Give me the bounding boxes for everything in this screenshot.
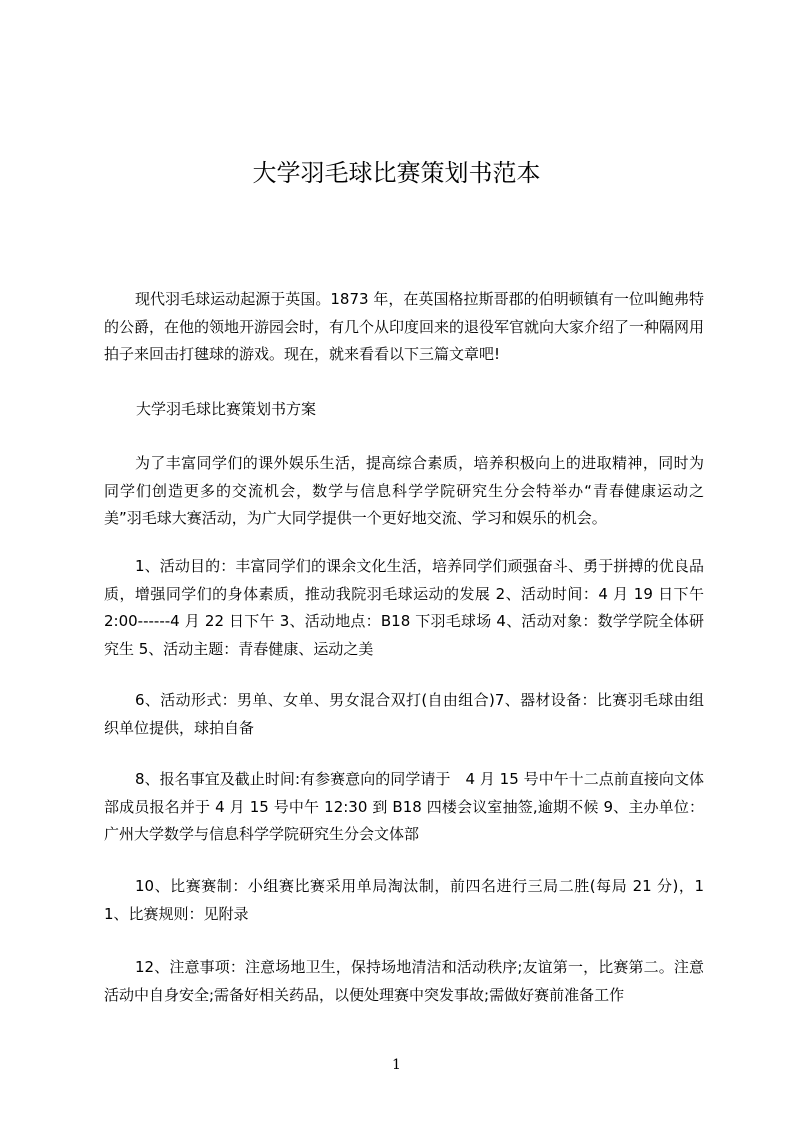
page-number: 1: [392, 1057, 401, 1073]
body-paragraph-competition-format: 10、比赛赛制：小组赛比赛采用单局淘汰制，前四名进行三局二胜(每局 21 分)，11、比赛规则：见附录: [104, 877, 704, 923]
intro-paragraph: 现代羽毛球运动起源于英国。1873 年，在英国格拉斯哥郡的伯明顿镇有一位叫鲍弗特的公爵，在他的领地开游园会时，有几个从印度回来的退役军官就向大家介绍了一种隔网用拍子来回击打毽球的游戏。现在，就来看看以下三篇文章吧!: [104, 290, 705, 363]
body-paragraph-registration: 8、报名事宜及截止时间:有参赛意向的同学请于 4 月 15 号中午十二点前直接向文体部成员报名并于 4 月 15 号中午 12:30 到 B18 四楼会议室抽签,逾期不候 9、主办单位：广州大学数学与信息科学学院研究生分会文体部: [104, 770, 704, 843]
body-paragraph-notes: 12、注意事项：注意场地卫生，保持场地清洁和活动秩序;友谊第一，比赛第二。注意活动中自身安全;需备好相关药品，以便处理赛中突发事故;需做好赛前准备工作: [104, 958, 704, 1004]
document-title: 大学羽毛球比赛策划书范本: [252, 159, 541, 188]
body-paragraph-activity-format: 6、活动形式：男单、女单、男女混合双打(自由组合)7、器材设备：比赛羽毛球由组织单位提供，球拍自备: [104, 691, 704, 737]
body-paragraph-purpose: 为了丰富同学们的课外娱乐生活，提高综合素质，培养积极向上的进取精神，同时为同学们创造更多的交流机会，数学与信息科学学院研究生分会特举办“青春健康运动之美”羽毛球大赛活动，为广大同学提供一个更好地交流、学习和娱乐的机会。: [104, 454, 704, 527]
section-heading: 大学羽毛球比赛策划书方案: [136, 400, 317, 418]
body-paragraph-activity-details: 1、活动目的：丰富同学们的课余文化生活，培养同学们顽强奋斗、勇于拼搏的优良品质，增强同学们的身体素质，推动我院羽毛球运动的发展 2、活动时间：4 月 19 日下午 2:00------4 月 22 日下午 3、活动地点：B18 下羽毛球场 4、活动对象：数学学院全体研究生 5、活动主题：青春健康、运动之美: [104, 557, 704, 658]
